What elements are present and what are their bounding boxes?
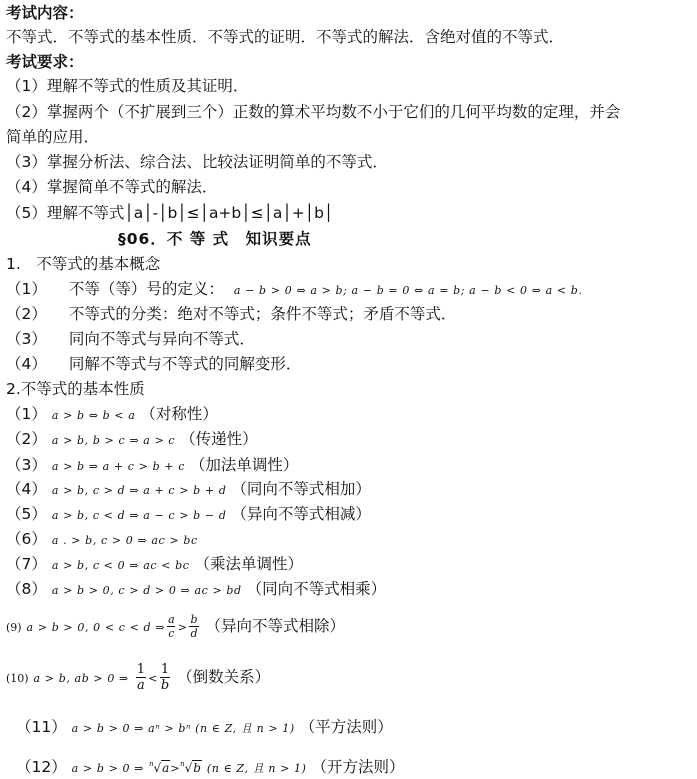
item-note: （开方法则）: [311, 758, 405, 776]
requirement-item: 简单的应用．: [6, 128, 100, 146]
item-number: （1）: [6, 405, 47, 423]
requirement-item: （1）理解不等式的性质及其证明．: [6, 77, 249, 95]
item-number: （6）: [6, 530, 47, 548]
item-note: （对称性）: [140, 405, 218, 423]
item-number: （11）: [16, 718, 67, 736]
nth-root-a: $^n$√a: [148, 760, 170, 775]
item-number: （12）: [16, 758, 67, 776]
item-math: a > b > 0, 0 < c < d ⇒: [26, 621, 166, 634]
fraction-1-over-a: $\frac{1}{a}$: [136, 662, 146, 693]
item-number: （4）: [6, 355, 47, 373]
item-note: （异向不等式相减）: [231, 505, 371, 523]
section-title: §06．不 等 式 知识要点: [118, 230, 312, 248]
exam-content-heading: 考试内容：: [6, 4, 84, 22]
item-note: （平方法则）: [299, 718, 393, 736]
requirement-item: （4）掌握简单不等式的解法．: [6, 178, 218, 196]
part2-heading: 2.不等式的基本性质: [6, 380, 145, 398]
item-label: 不等式的分类：绝对不等式；条件不等式；矛盾不等式．: [68, 305, 457, 323]
part1-item: [6, 279, 583, 301]
part1-item: [6, 354, 301, 374]
property-item: [6, 579, 386, 601]
item-note: （倒数关系）: [177, 668, 271, 686]
item-math: a > b > 0 ⇒: [71, 762, 145, 775]
part1-heading: 1. 不等式的基本概念: [6, 255, 161, 273]
property-item: [6, 404, 218, 426]
item-number: （1）: [6, 280, 47, 298]
item-number: (9): [6, 621, 22, 634]
item-note: （传递性）: [180, 430, 258, 448]
item-math: a > b > 0 ⇒ aⁿ > bⁿ (n ∈ Z, 且 n > 1): [71, 722, 295, 735]
fraction-b-over-d: $\frac{b}{d}$: [190, 613, 198, 640]
item-note: （异向不等式相除）: [205, 617, 345, 635]
exam-requirements-heading: 考试要求：: [6, 53, 84, 71]
property-item: [6, 455, 298, 477]
item-label: 不等（等）号的定义：: [68, 280, 224, 298]
part1-item: [6, 304, 456, 324]
item-math: a > b ⇒ a + c > b + c: [51, 460, 185, 473]
item-number: （3）: [6, 330, 47, 348]
property-item: [6, 429, 258, 451]
property-item: [6, 529, 198, 551]
item-math: a > b, c < 0 ⇒ ac < bc: [51, 559, 190, 572]
item-math: a − b > 0 ⇔ a > b; a − b = 0 ⇔ a = b; a − b < 0 ⇔ a < b.: [233, 284, 583, 297]
property-item: （12） a > b > 0 ⇒ $^n$√a>$^n$√b (n ∈ Z, 且 n > 1) （开方法则）: [16, 754, 405, 779]
requirement-item: （2）掌握两个（不扩展到三个）正数的算术平均数不小于它们的几何平均数的定理，并会: [6, 103, 621, 121]
property-item: [16, 717, 393, 739]
item-number: （3）: [6, 456, 47, 474]
item-math: a > b, b > c ⇒ a > c: [51, 434, 176, 447]
part1-item: [6, 329, 255, 349]
requirement-item: （3）掌握分析法、综合法、比较法证明简单的不等式．: [6, 153, 388, 171]
item-number: （5）: [6, 505, 47, 523]
item-math: a > b > 0, c > d > 0 ⇒ ac > bd: [51, 584, 242, 597]
exam-content-text: 不等式．不等式的基本性质．不等式的证明．不等式的解法．含绝对值的不等式．: [6, 28, 565, 46]
item-math: a > b, ab > 0 ⇒: [33, 672, 129, 685]
item-note: （乘法单调性）: [194, 555, 303, 573]
requirement-item: （5）理解不等式│a│-│b│≤│a+b│≤│a│+│b│: [6, 204, 334, 222]
item-label: 同向不等式与异向不等式．: [68, 330, 255, 348]
item-number: （7）: [6, 555, 47, 573]
fraction-a-over-c: $\frac{a}{c}$: [168, 613, 175, 640]
item-label: 同解不等式与不等式的同解变形．: [68, 355, 302, 373]
item-note: （加法单调性）: [189, 456, 299, 474]
item-math: a > b, c > d ⇒ a + c > b + d: [51, 484, 227, 497]
item-math: a > b ⇔ b < a: [51, 409, 136, 422]
item-number: （8）: [6, 580, 47, 598]
item-number: （2）: [6, 305, 47, 323]
item-note: （同向不等式相加）: [231, 480, 371, 498]
property-item: [6, 554, 303, 576]
nth-root-b: $^n$√b: [180, 760, 201, 775]
item-number: (10): [6, 672, 29, 685]
property-item: [6, 479, 371, 501]
item-math: a . > b, c > 0 ⇒ ac > bc: [51, 534, 198, 547]
item-math: a > b, c < d ⇒ a − c > b − d: [51, 509, 227, 522]
item-note: （同向不等式相乘）: [246, 580, 387, 598]
item-number: （2）: [6, 430, 47, 448]
item-number: （4）: [6, 480, 47, 498]
property-item: (10) a > b, ab > 0 ⇒ $\frac{1}{a}$ < $\frac{1}{b}$ （倒数关系）: [6, 662, 271, 693]
property-item: (9) a > b > 0, 0 < c < d ⇒ $\frac{a}{c}$ > $\frac{b}{d}$ （异向不等式相除）: [6, 613, 345, 640]
property-item: [6, 504, 371, 526]
fraction-1-over-b: $\frac{1}{b}$: [160, 662, 170, 693]
